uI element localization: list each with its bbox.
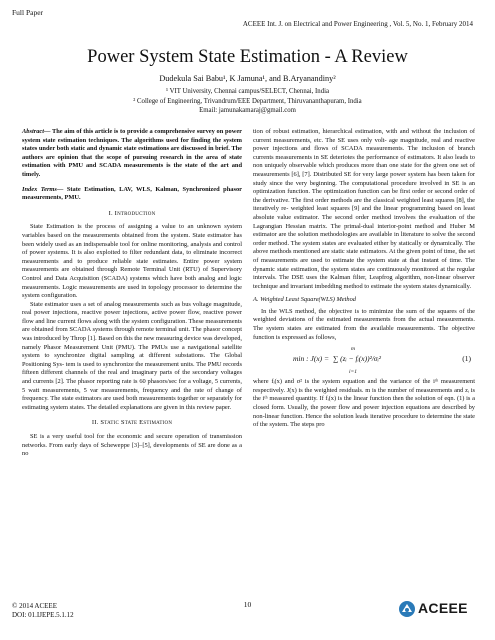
right-column — [253, 128, 475, 430]
intro-paragraph-1: State Estimation is the process of assigning a value to an unknown system variables based on the measurements obtained from the system. State estimator has been widely used as an indispensable tool for online monitoring, analysis and control of power systems. It is also exploited to filter redundant data, to eliminate incorrect measurements and to produce reliable state estimates. Entire power system measurements are obtained through Remote Terminal Unit (RTU) of Supervisory Control and Data Acquisition (SCADA) systems which have both analog and logic measurements. Logic measurements are used in topology processor to determine the system configuration. — [22, 223, 242, 300]
section-heading-introduction: I. Introduction — [108, 209, 156, 217]
footer-left — [12, 602, 74, 620]
affiliation-1: ¹ VIT University, Chennai campus/SELECT, Chennai, India — [166, 88, 329, 95]
equation-body — [293, 355, 381, 364]
equation-lhs: min : J(x) = — [293, 354, 330, 364]
doi: DOI: 01.IJEPE.5.1.12 — [12, 611, 74, 619]
full-paper-label: Full Paper — [12, 8, 44, 17]
equation-1 — [253, 345, 475, 375]
right-paragraph-1: tion of robust estimation, hierarchical estimation, with and without the inclusion of current measurements, etc. The SE uses only volt- age magnitude, real and reactive power injections and flows of SCADA measurements. The inclusion of branch currents measurements in SE deteriotes the performance of estimators. It also leads to non uniquely observable which produces more than one state for the given one set of measurements [6], [7]. Distributed SE for very large power system has been taken for study since the very beginning. The computational procedure involved in SE is an optimization function. The optimization function can be first order or second order of the derivative. The first order methods are the classical weighted least squares [8], the iteratively re- weighted least squares [9] and the linear programming based on least absolute value estimator. The second order method involves the evaluation of the Lagrangian Hessian matrix. The primal-dual interior-point method and Huber M estimator are the solution methodologies are available in literature to solve the second order method. The system states are evaluated either by statically or dynamically. The above methods mentioned are static state estimators. At the given point of time, the set of measurements are used to estimate the system state at that instant of time. The dynamic state estimation, the system states are continuously monitored at the regular intervals. The DSE uses the Kalman filter, Leapfrog algorithm, non-linear observer technique and invariant imbedding method to estimate the system states dynamically. — [253, 128, 475, 290]
abstract — [22, 128, 242, 180]
index-terms-label: Index Terms — [22, 185, 57, 193]
authors: Dudekula Sai Babu¹, K Jamuna¹, and B.Aryanandiny² — [159, 74, 336, 83]
static-paragraph: SE is a very useful tool for the economic and secure operation of transmission networks. From early days of Scheweppe [3]–[5], developments of SE are done as a no — [22, 433, 242, 458]
abstract-label: Abstract — [22, 128, 45, 135]
wls-paragraph: In the WLS method, the objective is to minimize the sum of the squares of the weighted deviations of the estimated measurements from the actual measurements. The system states are estimated from the available measurements. The objective function is expressed as follows, — [253, 307, 475, 341]
abstract-text: — The aim of this article is to provide a comprehensive survey on power system state estimation techniques. The algorithms used for finding the system states under both static and dynamic state estimations are discussed in brief. The authors are opinion that the scope of pursuing research in the area of state estimation with PMU and SCADA measurements is the state of the art and timely. — [22, 128, 242, 178]
author-email[interactable]: Email: jamunakamaraj@gmail.com — [199, 107, 296, 115]
left-column — [22, 128, 242, 459]
affiliations — [0, 87, 495, 116]
affiliation-2: ² College of Engineering, Trivandrum/EEE Department, Thiruvananthapuram, India — [133, 97, 362, 105]
aceee-logo-icon — [398, 600, 416, 618]
journal-header: ACEEE Int. J. on Electrical and Power Engineering , Vol. 5, No. 1, February 2014 — [242, 20, 473, 28]
copyright: © 2014 ACEEE — [12, 602, 57, 610]
aceee-logo-text: ACEEE — [418, 600, 468, 616]
index-terms-text: — State Estimation, LAV, WLS, Kalman, Synchronized phasor measurements, PMU. — [22, 185, 242, 202]
after-equation-paragraph: where fᵢ(x) and σ² is the system equation and the variance of the iᵗʰ measurement respectively. J(x) is the weighted residuals. m is the number of measurements and zᵢ is the iᵗʰ measured quantity. If fᵢ(x) is the linear function then the solution of eqn. (1) is a closed form. Usually, the power flow and power injection equations are described by non-linear function. Hence the solution leads iterative procedure to determine the state of the system. The steps pro — [253, 378, 475, 429]
equation-number: (1) — [462, 354, 471, 364]
intro-paragraph-2: State estimator uses a set of analog measurements such as bus voltage magnitude, real power injections, reactive power injections, active power flow, reactive power flow and line current flows along with the system configuration. These measurements are obtained from SCADA systems through remote terminal unit. The phasor concept was introduced by Throp [1]. Based on this the new measuring device was developed, namely Phasor Measurement Unit (PMU). The PMUs use a navigational satellite system to synchronize digital sampling at different substations. The Global Positioning Sys- tem is used to synchronize the measurement units. The PMU records fifteen different channels of the real and imaginary parts of the secondary voltages and currents [2]. The phasor reporting rate is 60 phasors/sec for a voltage, 5 currents, 5 watt measurements, 5 var measurements, frequency and the rate of change of frequency. The state estimators are used both measurements together or separately for estimating system states. The detailed explanations are given in this review paper. — [22, 300, 242, 411]
paper-title: Power System State Estimation - A Review — [87, 47, 408, 67]
equation-sum-upper: m — [351, 346, 355, 353]
index-terms — [22, 186, 242, 203]
equation-rhs: ∑ (zᵢ − fᵢ(x))²/σᵢ² — [332, 354, 382, 364]
subsection-heading-wls: A. Weighted Least Square(WLS) Method — [253, 296, 357, 304]
equation-sum-lower: i=1 — [349, 369, 357, 376]
page-number: 10 — [243, 600, 252, 609]
aceee-logo — [398, 599, 478, 619]
section-heading-static: II. Static State Estimation — [91, 419, 173, 427]
